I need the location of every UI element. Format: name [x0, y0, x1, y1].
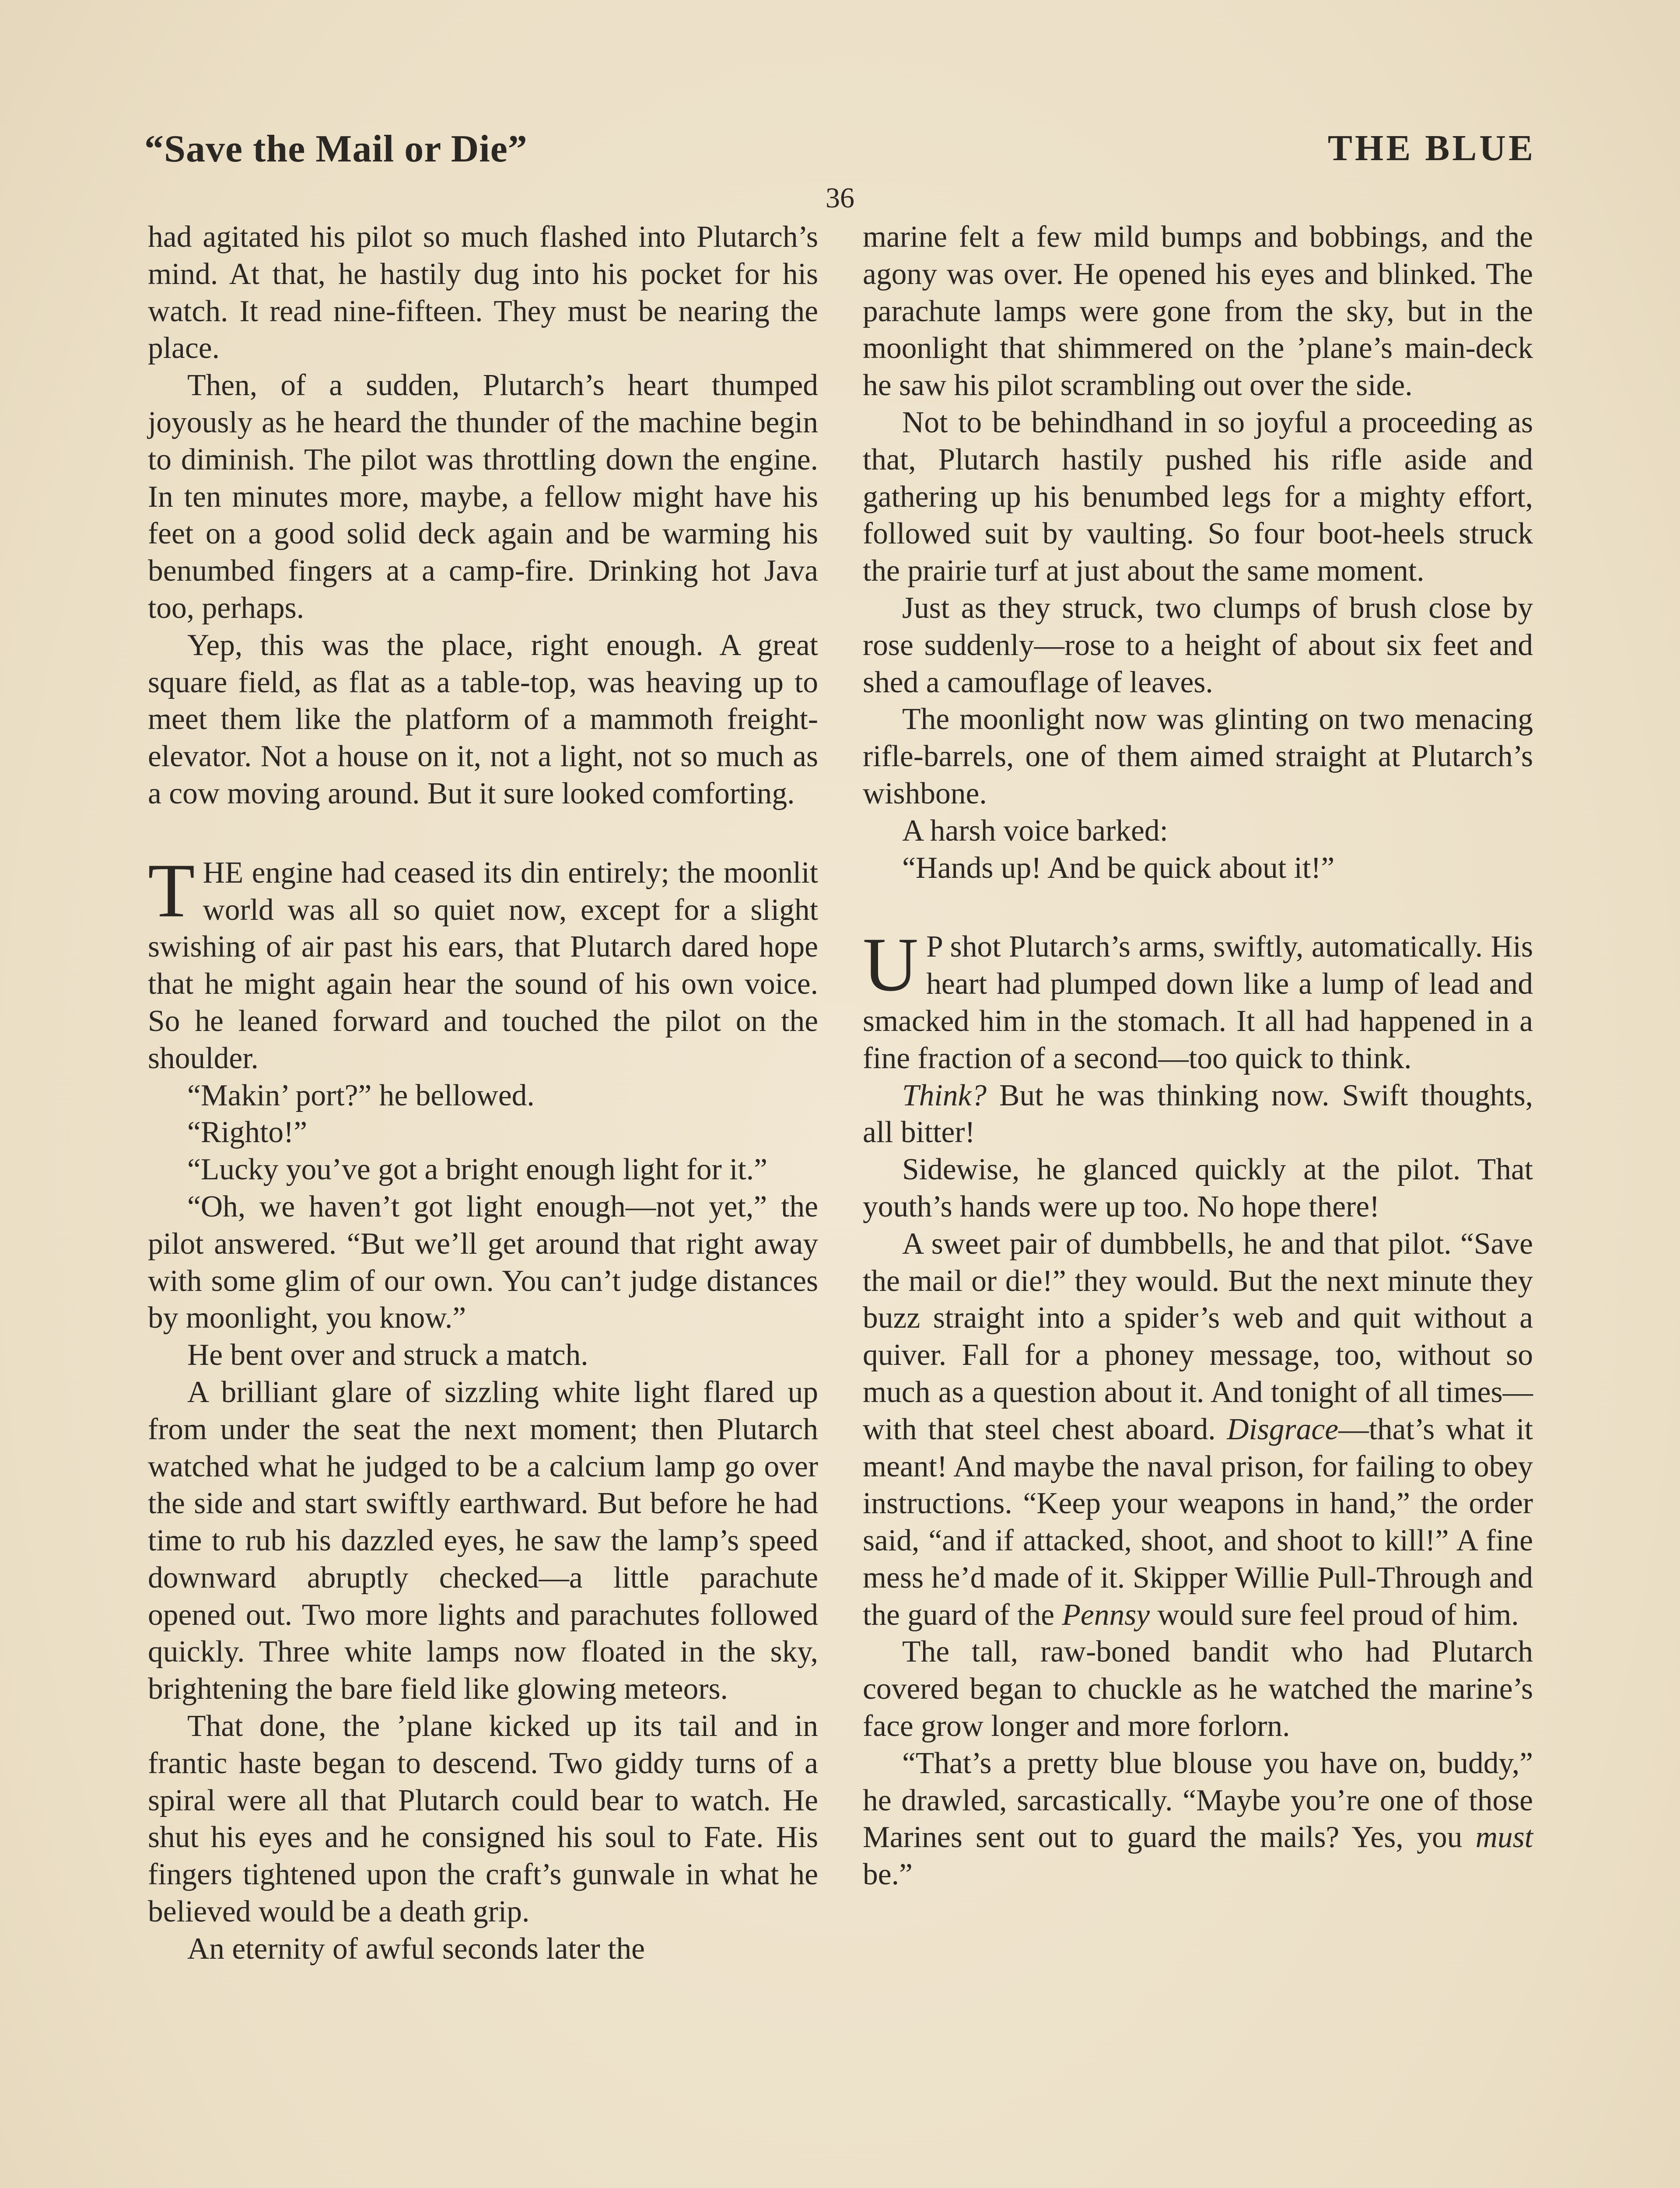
paragraph-text: would sure feel proud of him.	[1150, 1598, 1519, 1632]
paragraph	[863, 1226, 1533, 1634]
paragraph: “Oh, we haven’t got light enough—not yet,” the pilot answered. “But we’ll get around that right away with some glim of our own. You can’t judge distances by moonlight, you know.”	[148, 1189, 818, 1335]
italic-text: Think?	[902, 1078, 987, 1112]
drop-cap: T	[148, 848, 195, 933]
paragraph: A harsh voice barked:	[902, 813, 1168, 848]
italic-text: Disgrace	[1227, 1412, 1339, 1446]
paragraph: had agitated his pilot so much flashed into Plutarch’s mind. At that, he hastily dug into his pocket for his watch. It read nine-fifteen. They must be nearing the place.	[148, 220, 818, 365]
page-number: 36	[826, 182, 854, 214]
paragraph: marine felt a few mild bumps and bobbings, and the agony was over. He opened his eyes and blinked. The parachute lamps were gone from the sky, but in the moonlight that shimmered on the ’plane’s main-deck he saw his pilot scrambling out over the side.	[863, 220, 1533, 403]
paragraph: Yep, this was the place, right enough. A great square field, as flat as a table-top, was heaving up to meet them like the platform of a mammoth freight-elevator. Not a house on it, not a light, not so much as a cow moving around. But it sure looked comforting.	[148, 628, 818, 810]
paragraph: An eternity of awful seconds later the	[187, 1932, 645, 1966]
left-column	[148, 219, 818, 1968]
paragraph: A brilliant glare of sizzling white light flared up from under the seat the next moment; then Plutarch watched what he judged to be a calcium lamp go over the side and start swiftly earthward. But before he had time to rub his dazzled eyes, he saw the lamp’s speed downward abruptly checked—a little parachute opened out. Two more lights and parachutes followed quickly. Three white lamps now floated in the sky, brightening the bare field like glowing meteors.	[148, 1375, 818, 1706]
paragraph: That done, the ’plane kicked up its tail and in frantic haste began to descend. Two giddy turns of a spiral were all that Plutarch could bear to watch. He shut his eyes and he consigned his soul to Fate. His fingers tightened upon the craft’s gunwale in what he believed would be a death grip.	[148, 1709, 818, 1929]
paragraph-text: be.”	[863, 1858, 913, 1892]
paragraph: The tall, raw-boned bandit who had Plutarch covered began to chuckle as he watched the marine’s face grow longer and more forlorn.	[863, 1635, 1533, 1743]
magazine-title: THE BLUE	[1327, 128, 1536, 168]
paragraph	[863, 1745, 1533, 1893]
drop-cap: U	[863, 922, 919, 1008]
paragraph: “Righto!”	[187, 1115, 308, 1150]
paragraph-drop-cap	[863, 922, 1533, 1077]
paragraph: Not to be behindhand in so joyful a proceeding as that, Plutarch hastily pushed his rifle aside and gathering up his benumbed legs for a mighty effort, followed suit by vaulting. So four boot-heels struck the prairie turf at just about the same moment.	[863, 405, 1533, 588]
paragraph: Just as they struck, two clumps of brush close by rose suddenly—rose to a height of about six feet and shed a camouflage of leaves.	[863, 591, 1533, 699]
paragraph: “Lucky you’ve got a bright enough light for it.”	[187, 1153, 767, 1187]
paragraph-text: —that’s what it meant! And maybe the naval prison, for failing to obey instructions. “Keep your weapons in hand,” the order said, “and if attacked, shoot, and shoot to kill!” A fine mess he’d made of it. Skipper Willie Pull-Through and the guard of the	[863, 1412, 1533, 1632]
paragraph: The moonlight now was glinting on two menacing rifle-barrels, one of them aimed straight at Plutarch’s wishbone.	[863, 702, 1533, 810]
paragraph: “Hands up! And be quick about it!”	[902, 851, 1335, 885]
paragraph-drop-cap	[148, 848, 818, 1077]
paragraph: Then, of a sudden, Plutarch’s heart thumped joyously as he heard the thunder of the machine begin to diminish. The pilot was throttling down the engine. In ten minutes more, maybe, a fellow might have his feet on a good solid deck again and be warming his benumbed fingers at a camp-fire. Drinking hot Java too, perhaps.	[148, 368, 818, 625]
paragraph-text: P shot Plutarch’s arms, swiftly, automatically. His heart had plumped down like a lump of lead and smacked him in the stomach. It all had happened in a fine fraction of a second—too quick to think.	[863, 930, 1533, 1075]
ship-name: Pennsy	[1062, 1598, 1150, 1632]
italic-text: must	[1475, 1820, 1533, 1855]
paragraph-text: But he was thinking now. Swift thoughts, all bitter!	[863, 1078, 1533, 1150]
story-title: “Save the Mail or Die”	[144, 128, 528, 170]
paragraph: “Makin’ port?” he bellowed.	[187, 1078, 535, 1112]
paragraph-text: HE engine had ceased its din entirely; the moonlit world was all so quiet now, except for a slight swishing of air past his ears, that Plutarch dared hope that he might again hear the sound of his own voice. So he leaned forward and touched the pilot on the shoulder.	[148, 856, 818, 1075]
right-column	[863, 219, 1533, 1893]
paragraph: He bent over and struck a match.	[187, 1338, 588, 1372]
paragraph: Sidewise, he glanced quickly at the pilot. That youth’s hands were up too. No hope there!	[863, 1153, 1533, 1224]
paragraph	[863, 1077, 1533, 1152]
paragraph-text: “That’s a pretty blue blouse you have on, buddy,” he drawled, sarcastically. “Maybe you’re one of those Marines sent out to guard the mails? Yes, you	[863, 1746, 1533, 1855]
paragraph-text: A sweet pair of dumbbells, he and that pilot. “Save the mail or die!” they would. But the next minute they buzz straight into a spider’s web and quit without a quiver. Fall for a phoney message, too, without so much as a question about it. And tonight of all times—with that steel chest aboard.	[863, 1227, 1533, 1446]
